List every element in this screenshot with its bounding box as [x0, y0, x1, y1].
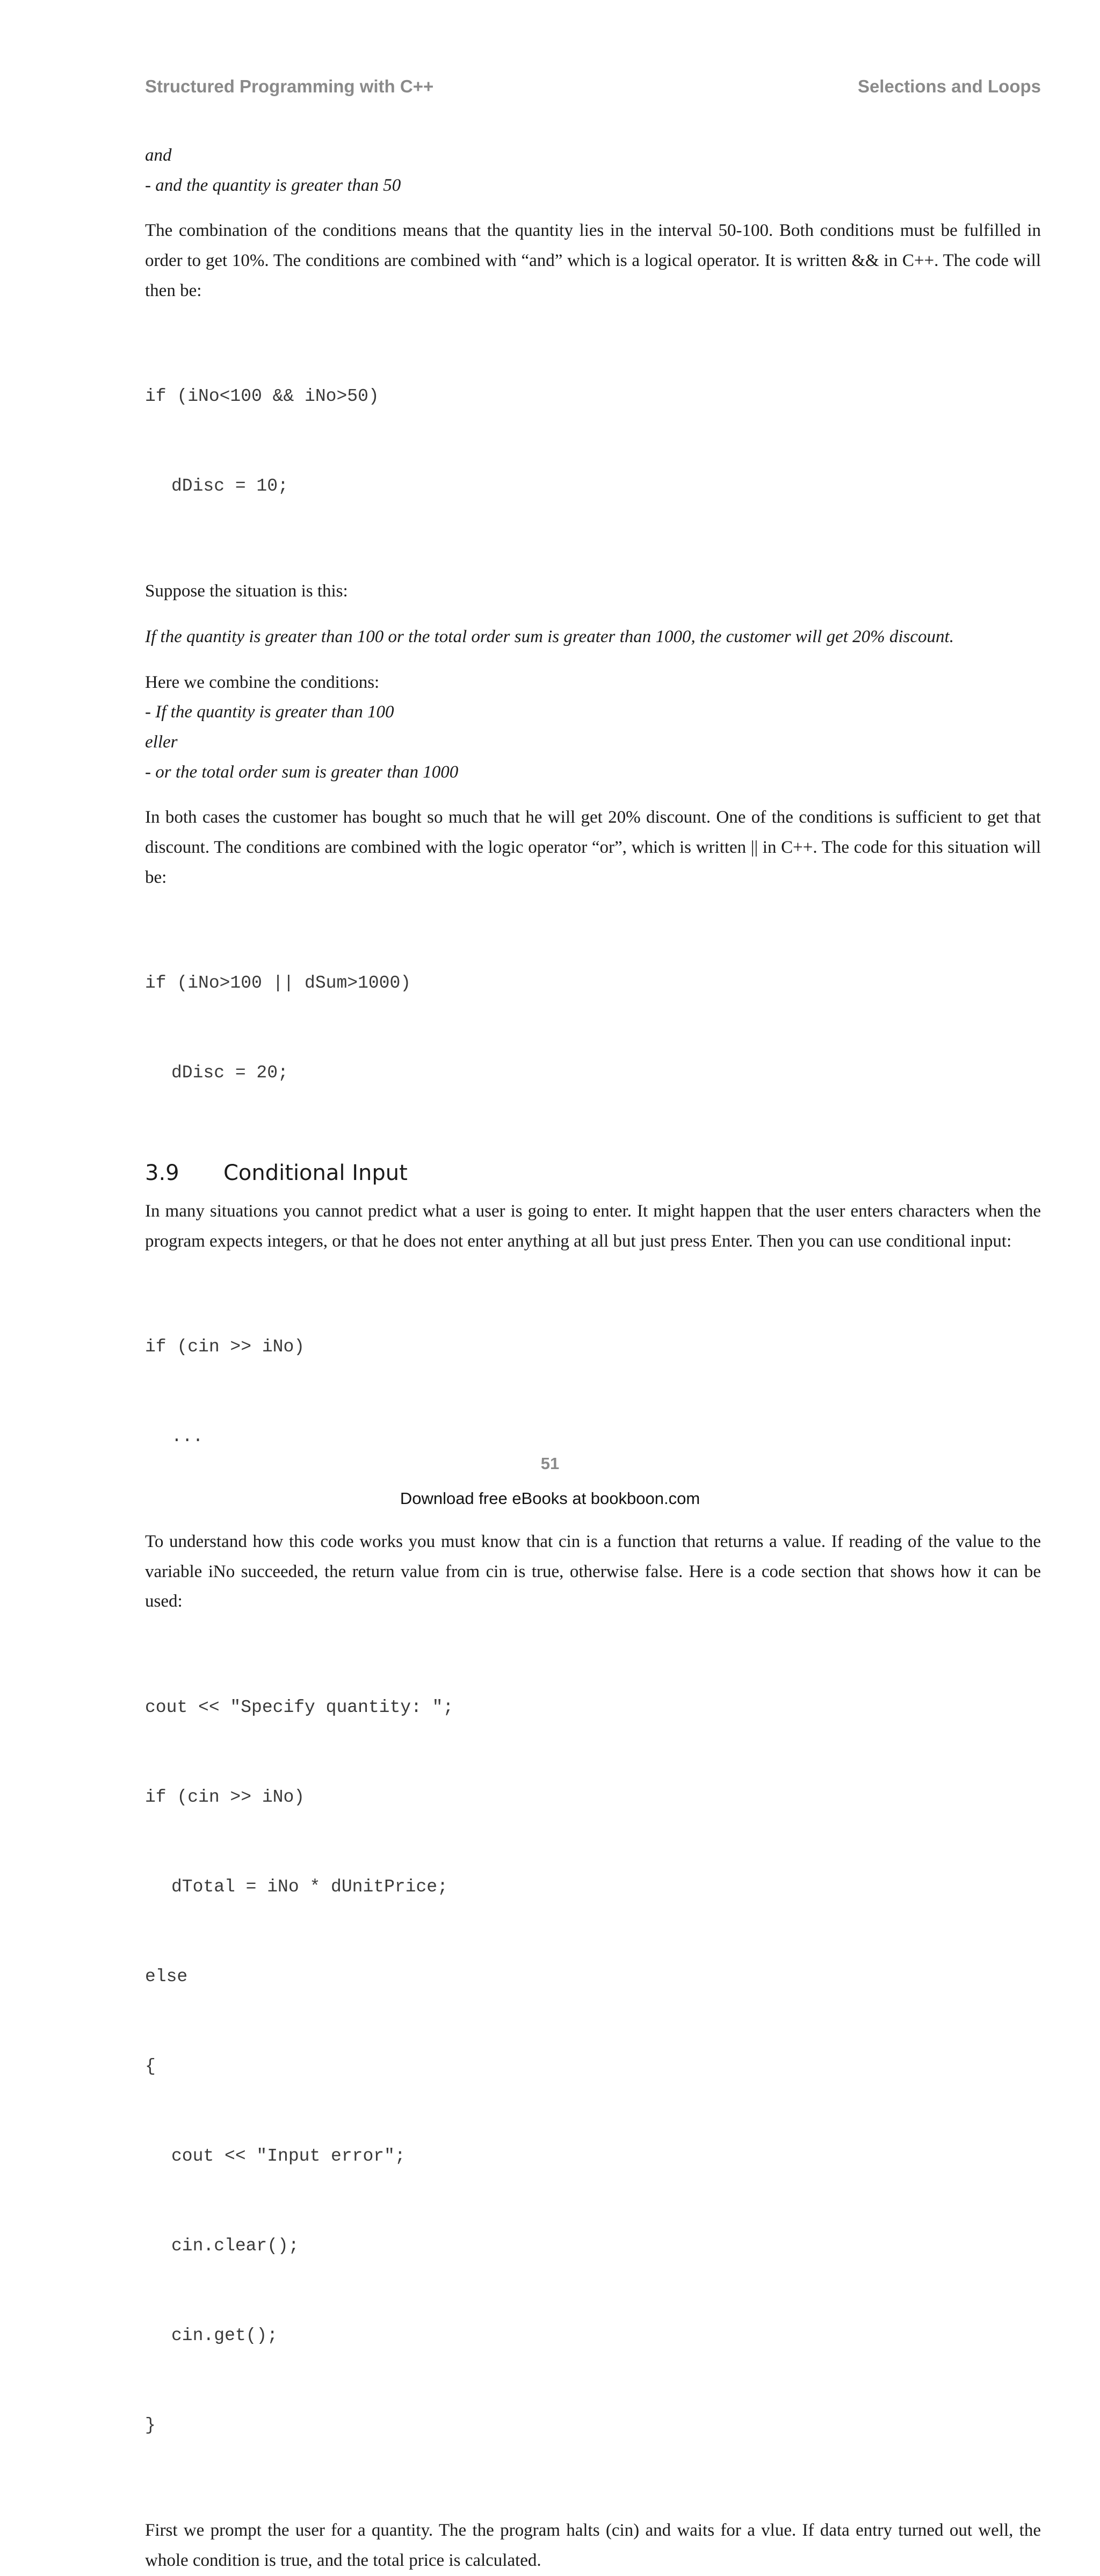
code-line: cout << "Specify quantity: ";: [145, 1697, 454, 1717]
paragraph-prompt-explanation: First we prompt the user for a quantity. The the program halts (cin) and waits for a vlue. If data entry turned out well, the whole condition is true, and the total price is calculated.: [145, 2521, 1041, 2571]
code-block-and: [145, 322, 1041, 562]
footer-link-text: Download free eBooks at bookboon.com: [400, 1489, 700, 1508]
section-number: 3.9: [145, 1161, 179, 1186]
eller-word: eller: [145, 732, 178, 752]
code-line: if (cin >> iNo): [145, 1787, 305, 1807]
code-line: cout << "Input error";: [171, 2146, 406, 2167]
paragraph-or-explanation: In both cases the customer has bought so much that he will get 20% discount. One of the conditions is sufficient to get that discount. The conditions are combined with the logic operator “or”, which is written || in C++. The code for this situation will be:: [145, 808, 1041, 887]
code-line: cin.clear();: [171, 2236, 299, 2256]
condition-list-and: [145, 141, 1041, 200]
code-line: }: [145, 2415, 156, 2436]
book-title: Structured Programming with C++: [145, 76, 434, 96]
section-heading: [145, 1157, 1041, 1189]
paragraph-suppose: Suppose the situation is this:: [145, 581, 348, 601]
code-line: dTotal = iNo * dUnitPrice;: [171, 1876, 448, 1897]
code-block-example: [145, 1632, 1041, 2500]
page-number: 51: [540, 1454, 560, 1473]
code-block-or: [145, 908, 1041, 1148]
code-line: if (iNo>100 || dSum>1000): [145, 973, 411, 993]
code-line: cin.get();: [171, 2326, 278, 2346]
running-header: [145, 76, 1041, 103]
paragraph-cin-explanation: To understand how this code works you must know that cin is a function that returns a value. If reading of the value to the variable iNo succeeded, the return value from cin is true, otherwise false. Here is a code section that shows how it can be used:: [145, 1532, 1041, 1611]
code-line: if (cin >> iNo): [145, 1336, 305, 1357]
paragraph-conditional-input: In many situations you cannot predict what a user is going to enter. It might happen that the user enters characters when the program expects integers, or that he does not enter anything at all but just press Enter. Then you can use conditional input:: [145, 1201, 1041, 1251]
condition-list-or: [145, 668, 1041, 788]
page-body: [145, 141, 1041, 2576]
condition-quantity-100: - If the quantity is greater than 100: [145, 702, 394, 722]
code-line: dDisc = 20;: [171, 1062, 288, 1083]
chapter-title: Selections and Loops: [857, 76, 1041, 96]
condition-sum-1000: - or the total order sum is greater than 1000: [145, 762, 459, 782]
code-line: {: [145, 2056, 156, 2076]
code-line: dDisc = 10;: [171, 476, 288, 497]
code-line: if (iNo<100 && iNo>50): [145, 386, 379, 406]
section-title: Conditional Input: [223, 1161, 408, 1186]
paragraph-discount-rule: If the quantity is greater than 100 or the total order sum is greater than 1000, the customer will get 20% discount.: [145, 627, 954, 646]
code-line: else: [145, 1966, 188, 1987]
and-word: and: [145, 146, 172, 165]
code-line: ...: [171, 1426, 204, 1447]
code-block-cin: [145, 1272, 1041, 1512]
condition-quantity-50: - and the quantity is greater than 50: [145, 175, 401, 195]
paragraph-and-explanation: The combination of the conditions means that the quantity lies in the interval 50-100. Both conditions must be fulfilled in order to get 10%. The conditions are combined with “and” which is a logical operator. It is written && in C++. The code will then be:: [145, 221, 1041, 300]
combine-intro: Here we combine the conditions:: [145, 672, 380, 692]
